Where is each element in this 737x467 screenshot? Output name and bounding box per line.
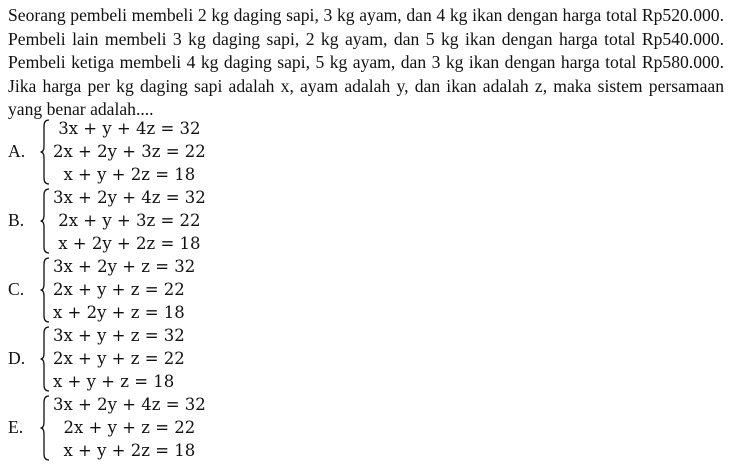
equation-system <box>40 188 206 254</box>
equation-3: x + y + 2z = 18 <box>63 440 196 460</box>
question-text: Seorang pembeli membeli 2 kg daging sapi, 3 kg ayam, dan 4 kg ikan dengan harga total Rp520.000. Pembeli lain membeli 3 kg daging sapi, 2 kg ayam, dan 5 kg ikan dengan harga total Rp540.000. Pembeli ketiga membeli 4 kg daging sapi, 5 kg ayam, dan 3 kg ikan dengan harga total Rp580.000. Jika harga per kg daging sapi adalah x, ayam adalah y, dan ikan adalah z, maka sistem persamaan yang benar adalah.... <box>8 5 724 120</box>
equation-system <box>40 326 185 392</box>
left-brace-icon <box>40 326 50 392</box>
equations <box>53 257 195 323</box>
equation-2: 2x + y + z = 22 <box>53 279 185 299</box>
left-brace-icon <box>40 119 50 185</box>
left-brace-icon <box>40 188 50 254</box>
equation-1: 3x + 2y + z = 32 <box>53 256 196 276</box>
equation-1: 3x + 2y + 4z = 32 <box>53 187 206 207</box>
equation-system <box>40 257 195 323</box>
answer-options <box>8 117 206 462</box>
option-b[interactable] <box>8 186 206 255</box>
option-letter: A. <box>8 141 26 161</box>
equation-3: x + 2y + z = 18 <box>53 302 185 322</box>
equation-2: 2x + y + z = 22 <box>63 417 196 437</box>
left-brace-icon <box>40 257 50 323</box>
left-brace-icon <box>40 395 50 461</box>
equation-system <box>40 395 206 461</box>
equation-system <box>40 119 206 185</box>
option-letter: C. <box>8 279 25 299</box>
option-d[interactable] <box>8 324 206 393</box>
equation-1: 3x + y + 4z = 32 <box>58 118 201 138</box>
equation-2: 2x + y + 3z = 22 <box>58 210 201 230</box>
option-letter: B. <box>8 210 25 230</box>
equation-2: 2x + 2y + 3z = 22 <box>53 141 206 161</box>
equation-1: 3x + y + z = 32 <box>53 325 185 345</box>
equations <box>53 119 206 185</box>
option-a[interactable] <box>8 117 206 186</box>
equations <box>53 395 206 461</box>
option-letter: D. <box>8 348 26 368</box>
equation-3: x + 2y + 2z = 18 <box>58 233 201 253</box>
equations <box>53 188 206 254</box>
option-letter: E. <box>8 417 24 437</box>
equation-3: x + y + 2z = 18 <box>63 164 196 184</box>
equation-3: x + y + z = 18 <box>53 371 175 391</box>
equation-2: 2x + y + z = 22 <box>53 348 185 368</box>
option-e[interactable] <box>8 393 206 462</box>
option-c[interactable] <box>8 255 206 324</box>
equation-1: 3x + 2y + 4z = 32 <box>53 394 206 414</box>
equations <box>53 326 185 392</box>
